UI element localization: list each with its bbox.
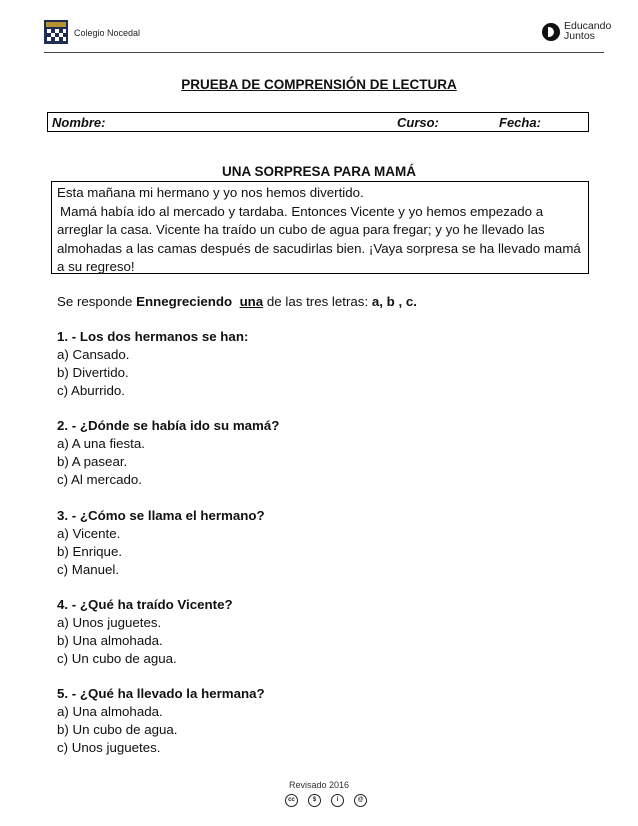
instructions-prefix: Se responde [57,294,137,309]
student-info-box [47,112,589,132]
option-c[interactable]: c) Al mercado. [57,472,142,487]
license-icons [285,794,367,808]
instructions-letters: a, b , c. [371,294,417,309]
exam-title: PRUEBA DE COMPRENSIÓN DE LECTURA [181,77,457,92]
option-c[interactable]: c) Unos juguetes. [57,740,161,755]
option-b[interactable]: b) Enrique. [57,544,123,559]
story-line-1: Esta mañana mi hermano y yo nos hemos divertido. [57,185,364,200]
date-label: Fecha: [499,115,541,130]
sa-icon: @ [354,794,367,807]
option-a[interactable]: a) Vicente. [57,526,121,541]
school-crest-icon [44,20,68,44]
nc-icon: $ [308,794,321,807]
option-a[interactable]: a) A una fiesta. [57,436,145,451]
revision-note: Revisado 2016 [288,780,350,790]
brand-icon [542,23,560,41]
option-a[interactable]: a) Cansado. [57,347,130,362]
option-c[interactable]: c) Un cubo de agua. [57,651,177,666]
brand-line-2: Juntos [564,30,595,42]
question-2 [57,417,279,489]
course-label: Curso: [397,115,439,130]
question-1 [57,328,248,400]
instructions-bold-word: Ennegreciendo [136,294,233,309]
option-c[interactable]: c) Aburrido. [57,383,125,398]
story-title: UNA SORPRESA PARA MAMÁ [221,164,416,179]
instructions-underlined-word: una [239,294,264,309]
question-4 [57,596,233,668]
by-icon: i [331,794,344,807]
question-text: 1. - Los dos hermanos se han: [57,329,249,344]
header-divider [44,52,604,53]
question-text: 5. - ¿Qué ha llevado la hermana? [57,686,265,701]
instructions-middle: de las tres letras: [263,294,372,309]
story-paragraph: Mamá había ido al mercado y tardaba. Entonces Vicente y yo hemos empezado a arreglar la casa. Vicente ha traído un cubo de agua para fregar; y yo he llevado las almohadas a las camas después de sacudirlas bien. ¡Vaya sorpresa se ha llevado mamá a su regreso! [57,203,581,274]
option-b[interactable]: b) A pasear. [57,454,128,469]
option-c[interactable]: c) Manuel. [57,562,120,577]
option-b[interactable]: b) Divertido. [57,365,129,380]
option-a[interactable]: a) Unos juguetes. [57,615,162,630]
school-name: Colegio Nocedal [74,28,141,38]
brand-text [564,20,612,42]
question-5 [57,685,265,757]
question-3 [57,507,265,579]
story-box [51,181,589,274]
page-header [44,18,612,48]
option-b[interactable]: b) Un cubo de agua. [57,722,178,737]
option-a[interactable]: a) Una almohada. [57,704,163,719]
brand-logo [542,20,612,46]
brand-line-1: Educando [564,20,612,32]
question-text: 4. - ¿Qué ha traído Vicente? [57,597,233,612]
option-b[interactable]: b) Una almohada. [57,633,163,648]
name-label: Nombre: [52,115,106,130]
cc-icon: cc [285,794,298,807]
question-text: 2. - ¿Dónde se había ido su mamá? [57,418,280,433]
instructions [57,294,417,309]
question-text: 3. - ¿Cómo se llama el hermano? [57,508,265,523]
